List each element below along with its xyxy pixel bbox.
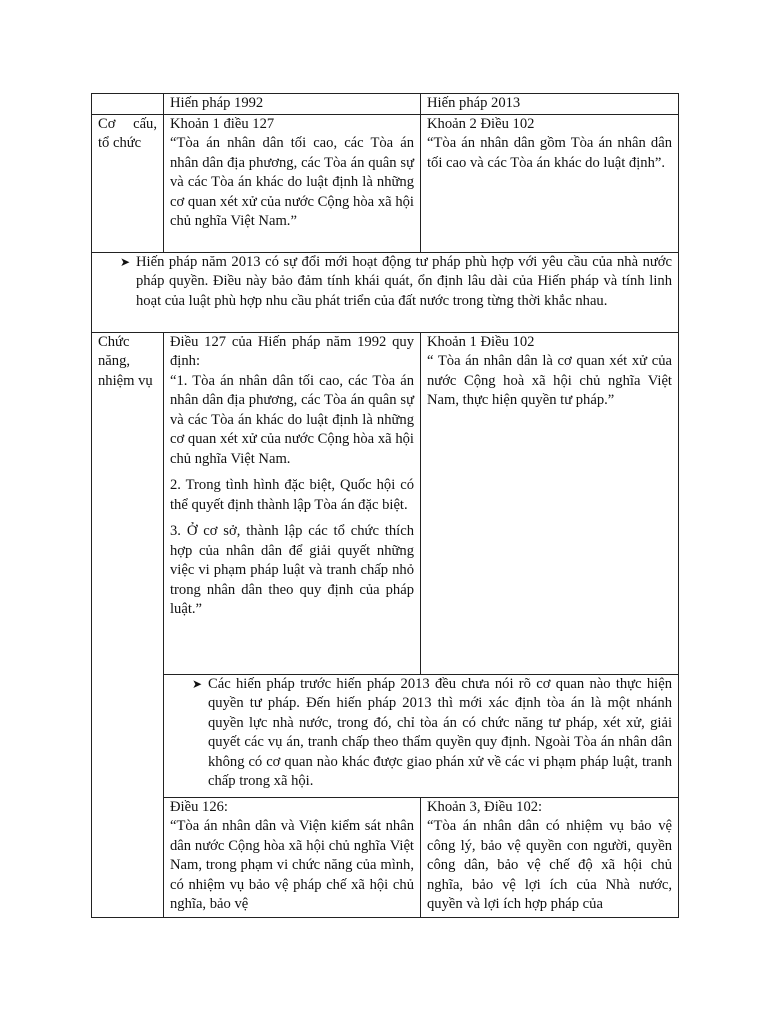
arrow-bullet-icon: ➤ [119, 254, 131, 269]
text-2013-cocau: “Tòa án nhân dân gồm Tòa án nhân dân tối cao và các Tòa án khác do luật định”. [427, 135, 672, 171]
note1-bullet [114, 253, 672, 312]
cell-1992-chucnang [164, 332, 421, 674]
text-2013-nhiemvu: “Tòa án nhân dân có nhiệm vụ bảo vệ công lý, bảo vệ quyền con người, quyền công dân, bảo vệ chế độ xã hội chủ nghĩa, bảo vệ lợi ích của Nhà nước, quyền và lợi ích hợp pháp của [427, 818, 672, 912]
cell-2013-cocau [421, 114, 679, 252]
table-row-note2 [92, 674, 679, 797]
cell-1992-nhiemvu [164, 797, 421, 917]
header-cell-2013: Hiến pháp 2013 [421, 94, 679, 115]
note2-text: Các hiến pháp trước hiến pháp 2013 đều chưa nói rõ cơ quan nào thực hiện quyền tư pháp. Đến hiến pháp 2013 thì mới xác định tòa án là một nhánh quyền lực nhà nước, trong đó, chỉ tòa án có chức năng tư pháp, xét xử, giải quyết các vụ án, tranh chấp theo thẩm quyền quy định. Ngoài Tòa án nhân dân không có cơ quan nào khác được giao phán xử về các vi phạm pháp luật, tranh chấp trong xã hội. [208, 675, 672, 789]
table-header-row [92, 94, 679, 115]
ref-2013-chucnang: Khoản 1 Điều 102 [427, 333, 535, 350]
table-row-note1 [92, 252, 679, 332]
text-1992-nhiemvu-wrap [170, 817, 414, 912]
note2-cell [164, 674, 679, 797]
text-1992-nhiemvu: “Tòa án nhân dân và Viện kiểm sát nhân dân nước Cộng hòa xã hội chủ nghĩa Việt Nam, trong phạm vi chức năng của mình, có nhiệm vụ bảo vệ pháp chế xã hội chủ nghĩa, bảo vệ [170, 818, 414, 912]
text-2013-nhiemvu-wrap [427, 817, 672, 912]
ref-1992-cocau: Khoản 1 điều 127 [170, 115, 275, 132]
comparison-table [91, 93, 679, 918]
cell-2013-nhiemvu [421, 797, 679, 917]
text-2013-chucnang: “ Tòa án nhân dân là cơ quan xét xử của nước Cộng hoà xã hội chủ nghĩa Việt Nam, thực hiện quyền tư pháp.” [427, 353, 672, 408]
note1-text: Hiến pháp năm 2013 có sự đổi mới hoạt động tư pháp phù hợp với yêu cầu của nhà nước pháp quyền. Điều này bảo đảm tính khái quát, ổn định lâu dài của Hiến pháp và tính linh hoạt của luật phù hợp nhu cầu phát triển của đất nước trong từng thời khắc nhau. [136, 253, 672, 309]
ref-1992-nhiemvu: Điều 126: [170, 798, 228, 815]
arrow-bullet-icon: ➤ [191, 676, 203, 691]
row-label-cocau: Cơ cấu, tổ chức [92, 114, 164, 252]
para3-1992-chucnang: 3. Ở cơ sở, thành lập các tổ chức thích hợp của nhân dân để giải quyết những việc vi phạm pháp luật và tranh chấp nhỏ trong nhân dân theo quy định của pháp luật.” [170, 523, 414, 617]
ref-2013-cocau: Khoản 2 Điều 102 [427, 115, 535, 132]
header-cell-empty [92, 94, 164, 115]
note2-bullet [186, 675, 672, 792]
para2-1992-chucnang: 2. Trong tình hình đặc biệt, Quốc hội có thể quyết định thành lập Tòa án đặc biệt. [170, 477, 414, 513]
table-row-chucnang [92, 332, 679, 674]
table-row-nhiemvu [92, 797, 679, 917]
para1-1992-chucnang: “1. Tòa án nhân dân tối cao, các Tòa án nhân dân địa phương, các Tòa án quân sự và các Tòa án khác do luật định là những cơ quan xét xử của nước Cộng hòa xã hội chủ nghĩa Việt Nam. [170, 372, 414, 467]
cell-2013-chucnang [421, 332, 679, 674]
table-row-cocau [92, 114, 679, 252]
row-label-chucnang: Chức năng, nhiệm vụ [92, 332, 164, 917]
note1-cell [92, 252, 679, 332]
ref-2013-nhiemvu: Khoản 3, Điều 102: [427, 798, 543, 815]
cell-1992-cocau [164, 114, 421, 252]
text-1992-cocau: “Tòa án nhân dân tối cao, các Tòa án nhân dân địa phương, các Tòa án quân sự và các Tòa án khác do luật định là những cơ quan xét xử của nước Cộng hòa xã hội chủ nghĩa Việt Nam.” [170, 135, 414, 229]
header-cell-1992: Hiến pháp 1992 [164, 94, 421, 115]
intro-1992-chucnang: Điều 127 của Hiến pháp năm 1992 quy định: [170, 333, 414, 369]
